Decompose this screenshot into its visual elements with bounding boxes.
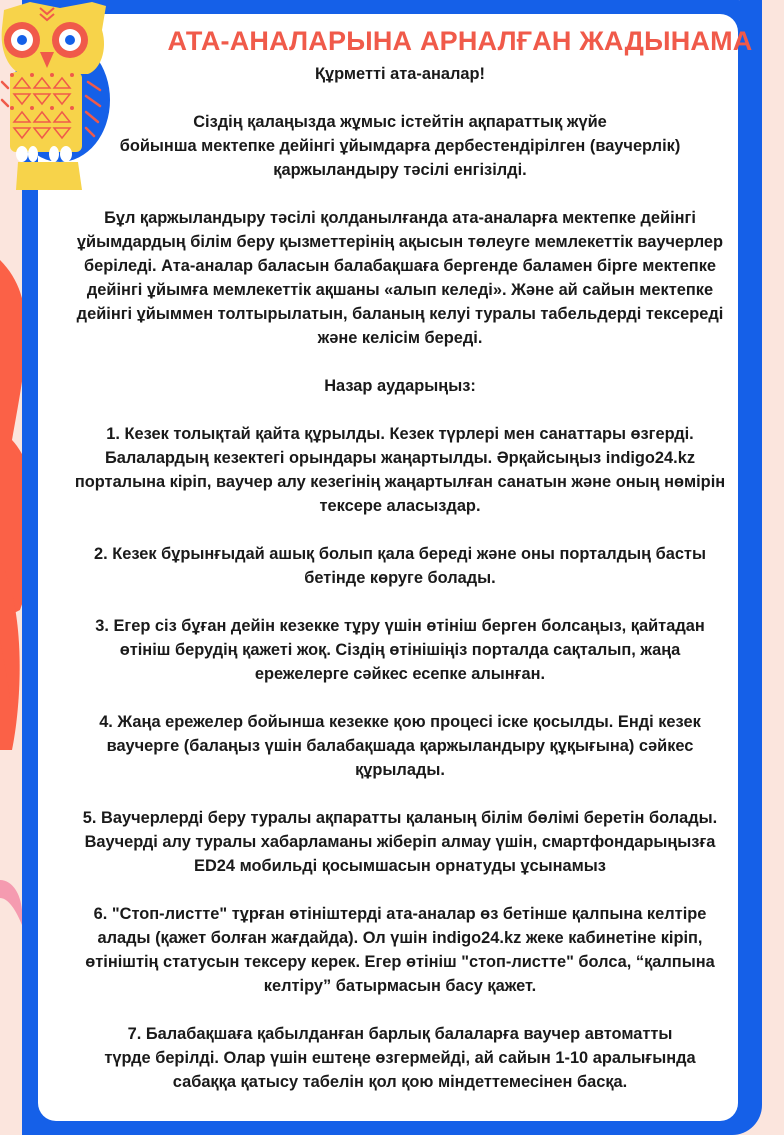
text-line: 6. "Стоп-листте" тұрған өтініштерді ата-аналар өз бетінше қалпына келтіре bbox=[93, 905, 707, 923]
peach-right-margin bbox=[762, 0, 784, 1135]
text-line: ұйымдардың білім беру қызметтерінің ақысын төлеуге мемлекеттік ваучерлер bbox=[76, 233, 724, 251]
text-line: 7. Балабақшаға қабылданған барлық балаларға ваучер автоматты bbox=[127, 1025, 673, 1043]
text-line: Ваучерді алу туралы хабарламаны жіберіп алмау үшін, смартфондарыңызға bbox=[84, 833, 716, 851]
text-line: бойынша мектепке дейінгі ұйымдарға дербестендірілген (ваучерлік) bbox=[119, 137, 681, 155]
text-line: келтіру” батырмасын басу қажет. bbox=[263, 977, 537, 995]
text-line: тексере аласыздар. bbox=[319, 497, 481, 515]
text-line: ваучерге (балаңыз үшін балабақшада қаржыландыру құқығына) сәйкес bbox=[106, 737, 694, 755]
text-line: 2. Кезек бұрынғыдай ашық болып қала береді және оны порталдың басты bbox=[94, 545, 706, 563]
numbered-item-3 bbox=[60, 614, 740, 686]
text-line: ED24 мобильді қосымшасын орнатуды ұсынамыз bbox=[194, 857, 606, 875]
text-line: дейінгі ұйымға мемлекеттік ақшаны «алып келеді». Және ай сайын мектепке bbox=[86, 281, 714, 299]
text-line: өтініш берудің қажеті жоқ. Сіздің өтінішіңіз порталда сақталып, жаңа bbox=[119, 641, 681, 659]
text-line: дейінгі ұйыммен толтырылатын, баланың келуі туралы табельдерді тексереді bbox=[76, 305, 724, 323]
numbered-item-7 bbox=[60, 1022, 740, 1094]
greeting: Құрметті ата-аналар! bbox=[315, 65, 485, 83]
text-line: Бұл қаржыландыру тәсілі қолданылғанда ата-аналарға мектепке дейінгі bbox=[104, 209, 696, 227]
text-line: құрылады. bbox=[355, 761, 445, 779]
text-line: 3. Егер сіз бұған дейін кезекке тұру үшін өтініш берген болсаңыз, қайтадан bbox=[95, 617, 705, 635]
text-line: Балалардың кезектегі орындары жаңартылды. Әрқайсыңыз indigo24.kz bbox=[104, 449, 696, 467]
intro-paragraph-2 bbox=[60, 206, 740, 350]
numbered-items-list bbox=[60, 422, 740, 1094]
text-line: бетінде көруге болады. bbox=[304, 569, 496, 587]
memo-body bbox=[60, 62, 740, 1118]
text-line: алады (қажет болған жағдайда). Ол үшін indigo24.kz жеке кабинетіне кіріп, bbox=[97, 929, 703, 947]
numbered-item-2 bbox=[60, 542, 740, 590]
text-line: 1. Кезек толықтай қайта құрылды. Кезек түрлері мен санаттары өзгерді. bbox=[106, 425, 694, 443]
text-line: беріледі. Ата-аналар баласын балабақшаға бергенде баламен бірге мектепке bbox=[83, 257, 717, 275]
numbered-item-4 bbox=[60, 710, 740, 782]
text-line: түрде берілді. Олар үшін ештеңе өзгермейді, ай сайын 1-10 аралығында bbox=[104, 1049, 696, 1067]
text-line: 5. Ваучерлерді беру туралы ақпаратты қаланың білім бөлімі беретін болады. bbox=[82, 809, 718, 827]
text-line: Сіздің қалаңызда жұмыс істейтін ақпараттық жүйе bbox=[193, 113, 607, 131]
attention-heading: Назар аударыңыз: bbox=[324, 377, 476, 395]
intro-paragraph-1 bbox=[60, 110, 740, 182]
text-line: қаржыландыру тәсілі енгізілді. bbox=[273, 161, 527, 179]
numbered-item-5 bbox=[60, 806, 740, 878]
text-line: ережелерге сәйкес есепке алынған. bbox=[254, 665, 546, 683]
text-line: және келісім береді. bbox=[317, 329, 483, 347]
text-line: өтініштің статусын тексеру керек. Егер өтініш "стоп-листте" болса, “қалпына bbox=[85, 953, 715, 971]
text-line: порталына кіріп, ваучер алу кезегінің жаңартылған санатын және оның нөмірін bbox=[74, 473, 726, 491]
text-line: сабаққа қатысу табелін қол қою міндеттемесінен басқа. bbox=[172, 1073, 628, 1091]
numbered-item-6 bbox=[60, 902, 740, 998]
peach-left-margin bbox=[0, 190, 22, 1135]
text-line: 4. Жаңа ережелер бойынша кезекке қою процесі іске қосылды. Енді кезек bbox=[99, 713, 701, 731]
numbered-item-1 bbox=[60, 422, 740, 518]
memo-title: АТА-АНАЛАРЫНА АРНАЛҒАН ЖАДЫНАМА bbox=[167, 26, 753, 56]
